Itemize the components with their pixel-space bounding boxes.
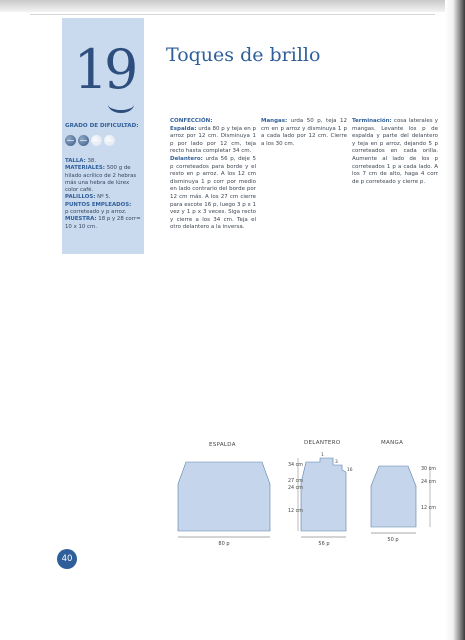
espalda-diagram-label: ESPALDA [209,442,236,448]
manga-measure-30: 30 cm [421,467,436,472]
confeccion-heading: CONFECCIÓN: [170,118,213,124]
delantero-measure-27: 27 cm [288,479,303,484]
delantero-neck-3: 3 [335,460,338,465]
delantero-measure-34: 34 cm [288,463,303,468]
page-title: Toques de brillo [166,44,321,66]
terminacion-label: Terminación: [352,118,392,124]
espalda-width-text: 80 p [218,541,230,547]
manga-schematic [371,466,416,527]
manga-width-text: 50 p [387,537,399,543]
delantero-text: urda 56 p, deje 5 p correteados para borde y el resto en p arroz. A los 12 cm disminuya 1 p corr por medio en lado contrario del borde por 12 cm más. A los 27 cm cierre para escote 16 p, luego 3 p x 1 vez y 1 p x 3 veces. Siga recto y cierre a los 34 cm. Teja el otro delantero a la inversa. [170,155,257,231]
puntos-label: PUNTOS EMPLEADOS: [65,201,132,208]
terminacion-text: cosa laterales y mangas. Levante los p de espalda y parte del delantero y teja en p arroz, dejando 5 p correteados en cada orilla. Aumente al lado de los p correteados 1 p a cada lado. A los 7 cm de alto, haga 4 corr de p correteado y cierre p. [352,118,438,185]
manga-measure-24: 24 cm [421,480,436,485]
palillos-value: Nº 5. [97,194,111,201]
delantero-diagram-label: DELANTERO [304,440,341,446]
muestra-value: 18 p y 28 corr= 10 x 10 cm. [65,216,141,230]
delantero-measure-12: 12 cm [288,509,303,514]
pattern-number: 19 [73,38,135,101]
delantero-schematic [301,458,346,531]
delantero-label: Delantero: [170,155,203,162]
materiales-value: 500 g de hilado acrílico de 2 hebras más una hebra de lúrex color café. [65,165,137,194]
delantero-width-text: 56 p [318,541,330,547]
mangas-text: urda 50 p, teja 12 cm en p arroz y disminuya 1 p a cada lado por 12 cm. Cierre a los 30 cm. [261,118,347,147]
page-number: 40 [57,549,77,569]
mangas-label: Mangas: [261,118,288,124]
delantero-measure-24: 24 cm [288,486,303,491]
palillos-label: PALILLOS: [65,194,96,201]
delantero-neck-1: 1 [321,453,324,458]
delantero-neck-16: 16 [347,468,353,473]
difficulty-label: GRADO DE DIFICULTAD: [65,123,139,129]
manga-diagram-label: MANGA [381,440,404,446]
materiales-label: MATERIALES: [65,165,105,172]
muestra-label: MUESTRA: [65,216,97,223]
espalda-schematic [178,462,270,531]
manga-measure-12: 12 cm [421,506,436,511]
espalda-text: urda 80 p y teja en p arroz por 12 cm. Disminuya 1 p por lado por 12 cm, teja recto hasta completar 34 cm. [170,125,257,155]
espalda-label: Espalda: [170,125,197,132]
puntos-value: p correteado y p arroz. [65,209,127,216]
talla-value: 38. [87,158,97,164]
talla-label: TALLA: [65,158,86,164]
